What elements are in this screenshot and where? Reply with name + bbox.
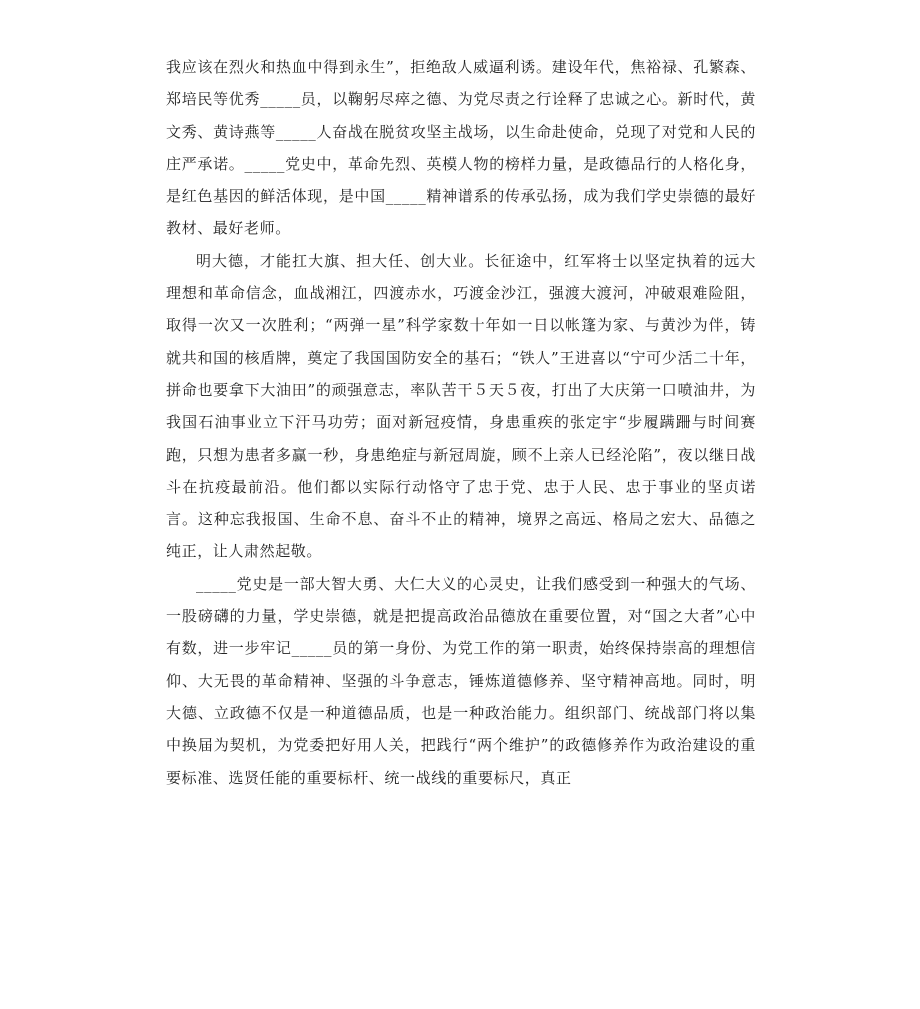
paragraph-2: 明大德，才能扛大旗、担大任、创大业。长征途中，红军将士以坚定执着的远大理想和革命信念，血战湘江，四渡赤水，巧渡金沙江，强渡大渡河，冲破艰难险阻，取得一次又一次胜利；“两弹一星”科学家数十年如一日以帐篷为家、与黄沙为伴，铸就共和国的核盾牌，奠定了我国国防安全的基石；“铁人”王进喜以“宁可少活二十年，拼命也要拿下大油田”的顽强意志，率队苦干５天５夜，打出了大庆第一口喷油井，为我国石油事业立下汗马功劳；面对新冠疫情，身患重疾的张定宇“步履蹒跚与时间赛跑，只想为患者多赢一秒，身患绝症与新冠周旋，顾不上亲人已经沦陷”，夜以继日战斗在抗疫最前沿。他们都以实际行动恪守了忠于党、忠于人民、忠于事业的坚贞诺言。这种忘我报国、生命不息、奋斗不止的精神，境界之高远、格局之宏大、品德之纯正，让人肃然起敬。 — [166, 251, 756, 561]
document-body — [166, 51, 756, 794]
paragraph-3: _____党史是一部大智大勇、大仁大义的心灵史，让我们感受到一种强大的气场、一股磅礴的力量，学史崇德，就是把提高政治品德放在重要位置，对“国之大者”心中有数，进一步牢记_____员的第一身份、为党工作的第一职责，始终保持崇高的理想信仰、大无畏的革命精神、坚强的斗争意志，锤炼道德修养、坚守精神高地。同时，明大德、立政德不仅是一种道德品质，也是一种政治能力。组织部门、统战部门将以集中换届为契机，为党委把好用人关，把践行“两个维护”的政德修养作为政治建设的重要标准、选贤任能的重要标杆、统一战线的重要标尺，真正 — [166, 574, 756, 787]
paragraph-1: 我应该在烈火和热血中得到永生”，拒绝敌人威逼利诱。建设年代，焦裕禄、孔繁森、郑培民等优秀_____员，以鞠躬尽瘁之德、为党尽责之行诠释了忠诚之心。新时代，黄文秀、黄诗燕等_____人奋战在脱贫攻坚主战场，以生命赴使命，兑现了对党和人民的庄严承诺。_____党史中，革命先烈、英模人物的榜样力量，是政德品行的人格化身，是红色基因的鲜活体现，是中国_____精神谱系的传承弘扬，成为我们学史崇德的最好教材、最好老师。 — [166, 58, 756, 238]
